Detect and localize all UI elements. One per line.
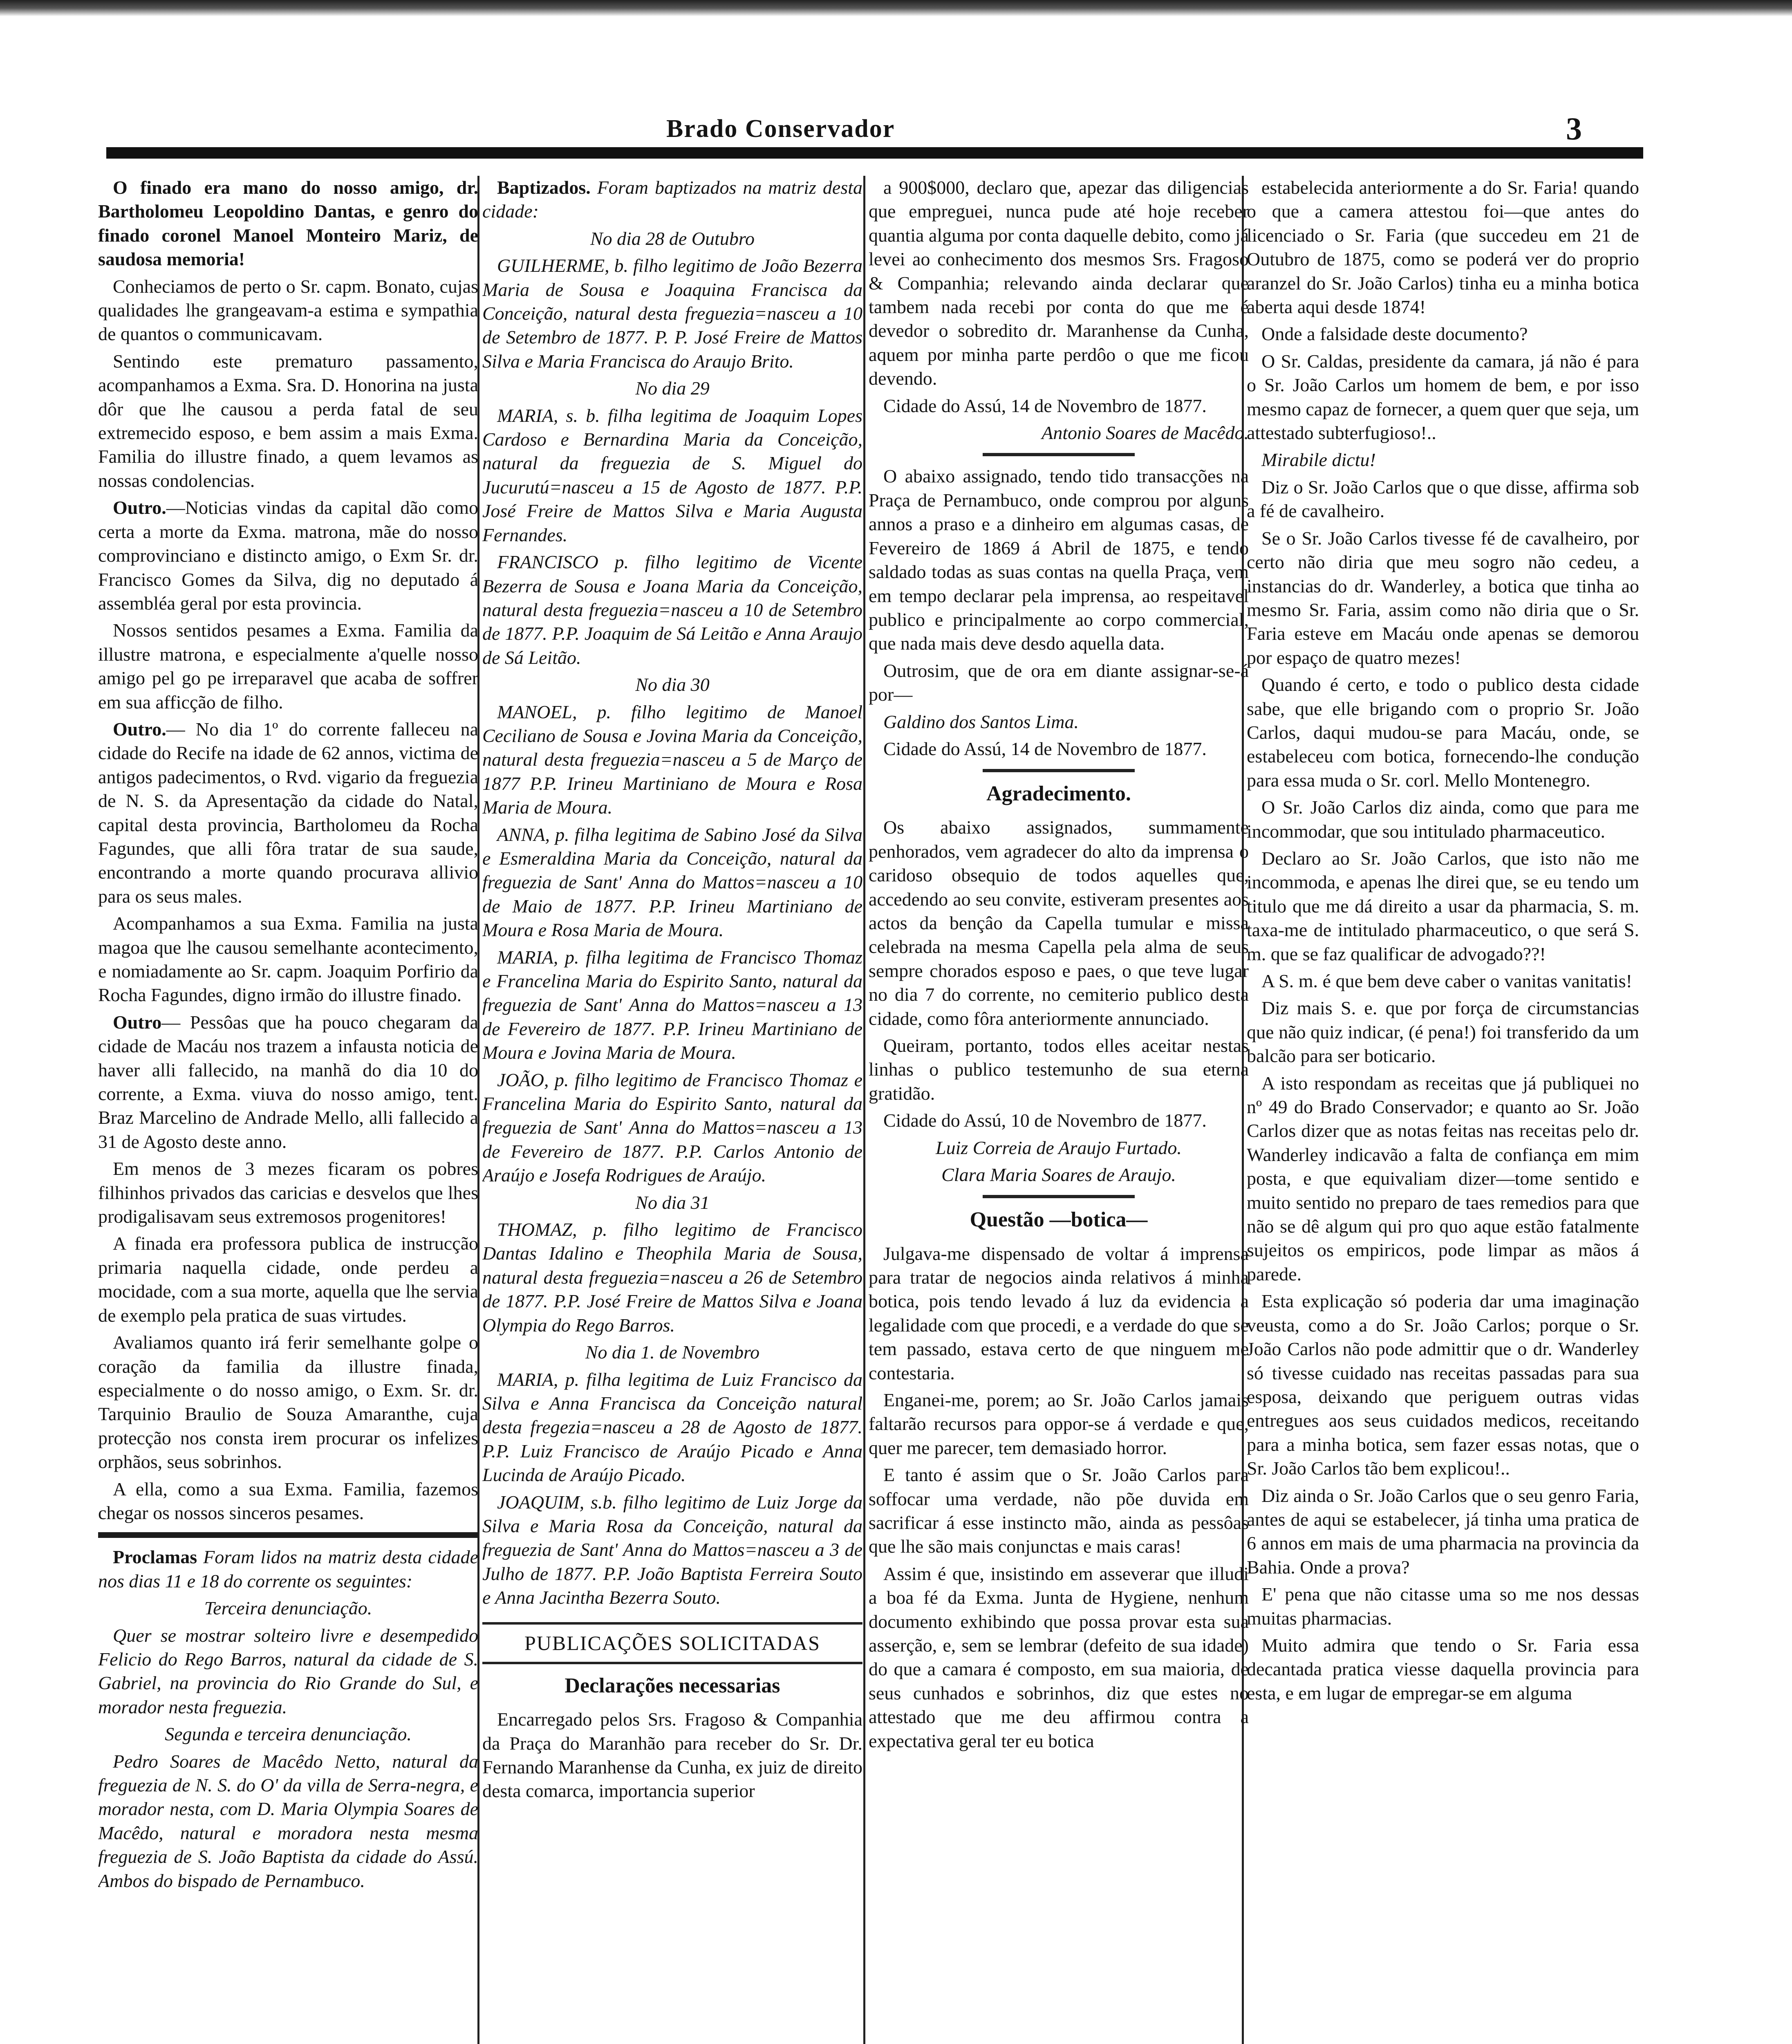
paragraph: E tanto é assim que o Sr. João Carlos para soffocar uma verdade, não põe duvida em sacrificar á esse instincto mão, ainda as pessôas que lhe são mais conjunctas e mais caras! xyxy=(869,1464,1249,1557)
paragraph xyxy=(98,496,478,615)
paragraph: A S. m. é que bem deve caber o vanitas vanitatis! xyxy=(1261,970,1632,991)
paragraph: O Sr. Caldas, presidente da camara, já não é para o Sr. João Carlos um homem de bem, e por isso mesmo capaz de fornecer, a quem quer que seja, um attestado subterfugioso!.. xyxy=(1247,350,1639,444)
paragraph-text: Foram baptizados na matriz desta cidade: xyxy=(482,177,862,222)
signature: Clara Maria Soares de Araujo. xyxy=(941,1164,1176,1186)
newspaper-title: Brado Conservador xyxy=(666,115,895,143)
column-2 xyxy=(482,176,862,2044)
paragraph: Onde a falsidade deste documento? xyxy=(1261,323,1528,345)
paragraph: Avaliamos quanto irá ferir semelhante golpe o coração da familia da illustre finada, especialmente o do nosso amigo, o Exm. Sr. dr. Tarquinio Braulio de Souza Amaranthe, cuja protecção nos consta irem procurar os infelizes orphãos, seus sobrinhos. xyxy=(98,1332,478,1472)
section-box-title: PUBLICAÇÕES SOLICITADAS xyxy=(482,1622,862,1665)
section-head: Baptizados. xyxy=(497,177,591,198)
signature: Antonio Soares de Macêdo. xyxy=(1042,422,1249,444)
paragraph: Queiram, portanto, todos elles aceitar nestas linhas o publico testemunho de sua eterna gratidão. xyxy=(869,1035,1249,1104)
paragraph: Cidade do Assú, 10 de Novembro de 1877. xyxy=(883,1110,1207,1131)
paragraph: Cidade do Assú, 14 de Novembro de 1877. xyxy=(883,395,1207,416)
section-title: Declarações necessarias xyxy=(564,1674,780,1698)
paragraph: Diz mais S. e. que por força de circumstancias que não quiz indicar, (é pena!) foi transferido da um balcão para ser boticario. xyxy=(1247,997,1639,1067)
paragraph: A isto respondam as receitas que já publiquei no nº 49 do Brado Conservador; e quanto ao Sr. João Carlos dizer que as notas feitas nas receitas pelo dr. Wanderley indicavão a falta de confiança em mim posta, e que equivaliam dizer—tome sentido e muito sentido no preparo de taes remedios para que não se dê algum qui pro quo aque estão fatalmente sujeitos os empiricos, pode limpar as mãos á parede. xyxy=(1247,1072,1639,1284)
column-3 xyxy=(869,176,1249,2044)
paragraph xyxy=(98,717,478,908)
date-heading: No dia 31 xyxy=(635,1192,710,1213)
section-head: Outro. xyxy=(113,718,166,740)
paragraph: A ella, como a sua Exma. Familia, fazemos chegar os nossos sinceros pesames. xyxy=(98,1478,478,1523)
paragraph: Nossos sentidos pesames a Exma. Familia da illustre matrona, e especialmente a'quelle nosso amigo pel go pe irreparavel que acaba de soffrer em sua afficção de filho. xyxy=(98,620,478,713)
date-heading: No dia 1. de Novembro xyxy=(585,1342,760,1363)
column-1 xyxy=(98,176,478,2044)
paragraph: Quando é certo, e todo o publico desta cidade sabe, que elle brigando com o proprio Sr. João Carlos, daqui mudou-se para Macáu, onde, se estabeleceu com botica, fornecendo-lhe condução para essa muda o Sr. corl. Mello Montenegro. xyxy=(1247,674,1639,791)
paragraph: Em menos de 3 mezes ficaram os pobres filhinhos privados das caricias e desvelos que lhes prodigalisavam seus extremosos progenitores! xyxy=(98,1158,478,1227)
paragraph: Julgava-me dispensado de voltar á imprensa para tratar de negocios ainda relativos á minha botica, pois tendo levado á luz da evidencia a legalidade com que procedi, e a verdade do que se tem passado, estava certo de que ninguem me contestaria. xyxy=(869,1243,1249,1383)
subheading: Segunda e terceira denunciação. xyxy=(165,1724,412,1745)
paragraph: A finada era professora publica de instrucção primaria naquella cidade, onde perdeu a mocidade, com a sua morte, aquella que lhe servia de exemplo pela pratica de suas virtudes. xyxy=(98,1233,478,1326)
paragraph: Declaro ao Sr. João Carlos, que isto não me incommoda, e apenas lhe direi que, se eu tendo um titulo que me dá direito a usar da pharmacia, S. m. taxa-me de intitulado pharmaceutico, o que será S. m. que se faz qualificar de advogado??! xyxy=(1247,847,1639,964)
column-divider xyxy=(863,176,865,2044)
paragraph-text: —Noticias vindas da capital dão como certa a morte da Exma. matrona, mãe do nosso comprovinciano e distincto amigo, o Exm Sr. dr. Francisco Gomes da Silva, dig no deputado á assembléa geral por esta provincia. xyxy=(98,497,478,614)
baptism-entry: MANOEL, p. filho legitimo de Manoel Ceciliano de Sousa e Jovina Maria da Conceição, natural desta freguezia=nasceu a 5 de Março de 1877 P.P. Irineu Martiniano de Moura e Rosa Maria de Moura. xyxy=(482,701,862,818)
baptism-entry: JOAQUIM, s.b. filho legitimo de Luiz Jorge da Silva e Maria Rosa da Conceição, natural da freguezia de Sant' Anna do Mattos=nasceu a 3 de Julho de 1877. P.P. João Baptista Ferreira Souto e Anna Jacintha Bezerra Souto. xyxy=(482,1491,862,1608)
baptism-entry: MARIA, p. filha legitima de Francisco Thomaz e Francelina Maria do Espirito Santo, natural da freguezia de Sant' Anna do Mattos=nasceu a 13 de Fevereiro de 1877. P.P. Irineu Martiniano de Moura e Jovina Maria de Moura. xyxy=(482,946,862,1063)
paragraph: Encarregado pelos Srs. Fragoso & Companhia da Praça do Maranhão para receber do Sr. Dr. Fernando Maranhense da Cunha, ex juiz de direito desta comarca, importancia superior xyxy=(482,1709,862,1802)
paragraph xyxy=(98,1011,478,1154)
paragraph: Conheciamos de perto o Sr. capm. Bonato, cujas qualidades lhe grangeavam-a estima e sympathia de quantos o communicavam. xyxy=(98,276,478,345)
paragraph: Sentindo este prematuro passamento, acompanhamos a Exma. Sra. D. Honorina na justa dôr que lhe causou a perda fatal de seu extremecido esposo, e bem assim a mais Exma. Familia do illustre finado, a quem levamos as nossas condolencias. xyxy=(98,350,478,491)
column-4 xyxy=(1247,176,1639,2044)
paragraph: E' pena que não citasse uma so me nos dessas muitas pharmacias. xyxy=(1247,1584,1639,1629)
paragraph: a 900$000, declaro que, apezar das diligencias que empreguei, nunca pude até hoje receber quantia alguma por conta daquelle debito, como já levei ao conhecimento dos mesmos Srs. Fragoso & Companhia; relevando ainda declarar que tambem nada recebi por conta do que me é devedor o sobredito dr. Maranhense da Cunha, aquem por minha parte perdôo o que me ficou devendo. xyxy=(869,177,1249,389)
paragraph: Outrosim, que de ora em diante assignar-se-á por— xyxy=(869,660,1249,705)
baptism-entry: GUILHERME, b. filho legitimo de João Bezerra Maria de Sousa e Joaquina Francisca da Conceição, natural desta freguezia=nasceu a 10 de Setembro de 1877. P. P. José Freire de Mattos Silva e Maria Francisca do Araujo Brito. xyxy=(482,255,862,372)
page-top-edge xyxy=(0,0,1792,16)
paragraph: O finado era mano do nosso amigo, dr. Bartholomeu Leopoldino Dantas, e genro do finado coronel Manoel Monteiro Mariz, de saudosa memoria! xyxy=(98,177,478,270)
separator xyxy=(983,1195,1135,1198)
paragraph: Os abaixo assignados, summamente penhorados, vem agradecer do alto da imprensa o caridoso obsequio de todos aquelles que, accedendo ao seu convite, estiveram presentes aos actos da bençâo da Capella tumular e missa celebrada na mesma Capella pela alma de seus sempre chorados esposo e paes, o que teve lugar no dia 7 do corrente, no cemiterio publico desta cidade, como fôra anteriormente annunciado. xyxy=(869,817,1249,1029)
signature: Luiz Correia de Araujo Furtado. xyxy=(936,1137,1182,1158)
paragraph-text: — No dia 1º do corrente falleceu na cidade do Recife na idade de 62 annos, victima de antigos padecimentos, o Rvd. vigario da freguezia de N. S. da Apresentação da cidade do Natal, capital desta provincia, Bartholomeu da Rocha Fagundes, que alli fôra tratar de sua saude, encontrando a morte quando procurava allivio para os seus males. xyxy=(98,718,478,907)
paragraph: Quer se mostrar solteiro livre e desempedido Felicio do Rego Barros, natural da cidade de S. Gabriel, na provincia do Rio Grande do Sul, e morador nesta freguezia. xyxy=(98,1625,478,1717)
paragraph: Se o Sr. João Carlos tivesse fé de cavalheiro, por certo não diria que meu sogro não cedeu, a instancias do dr. Wanderley, a botica que tinha ao mesmo Sr. Faria, assim como não diria que o Sr. Faria esteve em Macáu onde apenas se demorou por espaço de quatro mezes! xyxy=(1247,527,1639,668)
section-head: Outro xyxy=(113,1011,162,1033)
paragraph: Acompanhamos a sua Exma. Familia na justa magoa que lhe causou semelhante acontecimento, e nomiadamente ao Sr. capm. Joaquim Porfirio da Rocha Fagundes, digno irmão do illustre finado. xyxy=(98,913,478,1006)
baptism-entry: THOMAZ, p. filho legitimo de Francisco Dantas Idalino e Theophila Maria de Sousa, natural desta freguezia=nasceu a 26 de Setembro de 1877. P.P. José Freire de Mattos Silva e Joana Olympia do Rego Barros. xyxy=(482,1219,862,1336)
subheading: Terceira denunciação. xyxy=(204,1598,372,1619)
paragraph: Muito admira que tendo o Sr. Faria essa decantada pratica viesse daquella provincia para esta, e em lugar de empregar-se em alguma xyxy=(1247,1634,1639,1703)
date-heading: No dia 28 de Outubro xyxy=(590,228,755,249)
paragraph: O abaixo assignado, tendo tido transacções na Praça de Pernambuco, onde comprou por alguns annos a praso e a dinheiro em algumas casas, de Fevereiro de 1869 á Abril de 1875, e tendo saldado todas as suas contas na quella Praça, vem em tempo declarar pela imprensa, ao respeitavel publico e principalmente ao corpo commercial, que nada mais deve desdo aquella data. xyxy=(869,466,1249,654)
paragraph-text: Foram lidos na matriz desta cidade nos dias 11 e 18 do corrente os seguintes: xyxy=(98,1546,478,1591)
separator xyxy=(983,769,1135,772)
page-number: 3 xyxy=(1566,111,1582,146)
paragraph: Mirabile dictu! xyxy=(1261,449,1376,471)
paragraph: Enganei-me, porem; ao Sr. João Carlos jamais faltarão recursos para oppor-se á verdade e que, quer me parecer, tem demasiado horror. xyxy=(869,1389,1249,1458)
paragraph-text: — Pessôas que ha pouco chegaram da cidade de Macáu nos trazem a infausta noticia de haver alli fallecido, na manhã do dia 10 do corrente, a Exma. viuva do nosso amigo, tent. Braz Marcelino de Andrade Mello, alli fallecido a 31 de Agosto deste anno. xyxy=(98,1011,478,1152)
header-rule xyxy=(106,147,1643,159)
page-header xyxy=(106,111,1643,159)
section-title: Questão —botica— xyxy=(970,1208,1148,1232)
date-heading: No dia 30 xyxy=(635,674,710,695)
paragraph: Diz ainda o Sr. João Carlos que o seu genro Faria, antes de aqui se estabelecer, já tinha uma pratica de 6 annos em mais de uma pharmacia na provincia da Bahia. Onde a prova? xyxy=(1247,1485,1639,1578)
paragraph: O Sr. João Carlos diz ainda, como que para me incommodar, que sou intitulado pharmaceutico. xyxy=(1247,797,1639,842)
signature: Galdino dos Santos Lima. xyxy=(883,711,1079,732)
section-title: Agradecimento. xyxy=(986,782,1131,806)
paragraph: Pedro Soares de Macêdo Netto, natural da freguezia de N. S. do O' da villa de Serra-negra, e morador nesta, com D. Maria Olympia Soares de Macêdo, natural e moradora nesta mesma freguezia de S. João Baptista da cidade do Assú. Ambos do bispado de Pernambuco. xyxy=(98,1750,478,1891)
baptism-entry: FRANCISCO p. filho legitimo de Vicente Bezerra de Sousa e Joana Maria da Conceição, natural desta freguezia=nasceu a 10 de Setembro de 1877. P.P. Joaquim de Sá Leitão e Anna Araujo de Sá Leitão. xyxy=(482,551,862,668)
section-head: Outro. xyxy=(113,497,166,518)
baptism-entry: ANNA, p. filha legitima de Sabino José da Silva e Esmeraldina Maria da Conceição, natural da freguezia de Sant' Anna do Mattos=nasceu a 10 de Maio de 1877. P.P. Irineu Martiniano de Moura e Rosa Maria de Moura. xyxy=(482,824,862,941)
baptism-entry: MARIA, s. b. filha legitima de Joaquim Lopes Cardoso e Bernardina Maria da Conceição, natural da freguezia de S. Miguel do Jucurutú=nasceu a 15 de Agosto de 1877. P.P. José Freire de Mattos Silva e Maria Augusta Fernandes. xyxy=(482,405,862,545)
paragraph: Diz o Sr. João Carlos que o que disse, affirma sob a fé de cavalheiro. xyxy=(1247,476,1639,522)
section-head: Proclamas xyxy=(113,1546,197,1568)
separator xyxy=(983,453,1135,456)
date-heading: No dia 29 xyxy=(635,378,710,399)
paragraph: Assim é que, insistindo em asseverar que illudi a boa fé da Exma. Junta de Hygiene, nenhum documento exhibindo que possa provar esta sua asserção, e, sem se lembrar (defeito de sua idade) do que a camara é composto, em sua maioria, de seus cunhados e sobrinhos, diz que estes no attestado que me deu affirmou contra a expectativa geral ter eu botica xyxy=(869,1563,1249,1751)
paragraph xyxy=(482,176,862,224)
paragraph: Cidade do Assú, 14 de Novembro de 1877. xyxy=(883,738,1207,759)
paragraph xyxy=(98,1545,478,1593)
baptism-entry: MARIA, p. filha legitima de Luiz Francisco da Silva e Anna Francisca da Conceição natural desta fregezia=nasceu a 28 de Agosto de 1877. P.P. Luiz Francisco de Araújo Picado e Anna Lucinda de Araújo Picado. xyxy=(482,1369,862,1486)
paragraph: Esta explicação só poderia dar uma imaginação veusta, como a do Sr. João Carlos; porque o Sr. João Carlos não pode admittir que o dr. Wanderley só tivesse cuidado nas receitas passadas para sua esposa, deixando que periguem outras vidas entregues aos seus cuidados medicos, receitando para a minha botica, sem fazer essas notas, que o Sr. João Carlos tão bem explicou!.. xyxy=(1247,1291,1639,1479)
section-separator xyxy=(98,1532,478,1538)
baptism-entry: JOÃO, p. filho legitimo de Francisco Thomaz e Francelina Maria do Espirito Santo, natural da freguezia de Sant' Anna do Mattos=nasceu a 13 de Fevereiro de 1877. P.P. Carlos Antonio de Araújo e Josefa Rodrigues de Araújo. xyxy=(482,1069,862,1186)
paragraph: estabelecida anteriormente a do Sr. Faria! quando o que a camera attestou foi—que antes do licenciado o Sr. Faria (que succedeu em 21 de Outubro de 1875, como se poderá ver do proprio aranzel do Sr. João Carlos) tinha eu a minha botica aberta aqui desde 1874! xyxy=(1247,177,1639,318)
